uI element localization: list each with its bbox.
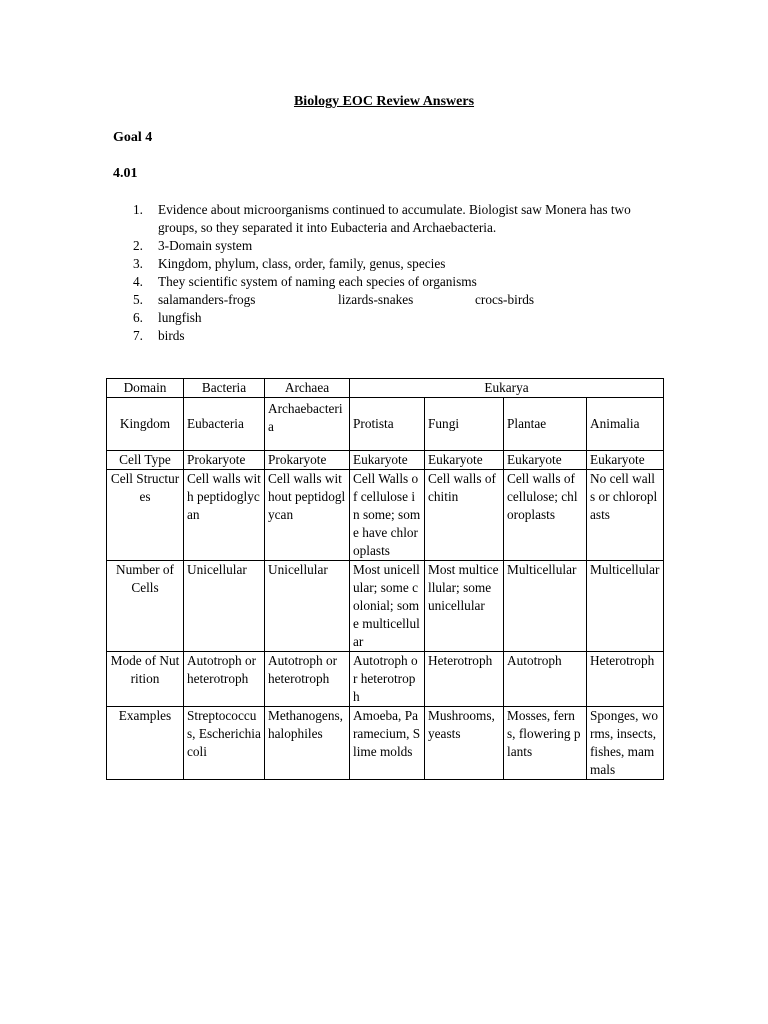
table-row	[107, 652, 664, 707]
answer-item	[113, 291, 673, 309]
table-cell: Unicellular	[265, 561, 350, 652]
table-row-domain	[107, 379, 664, 398]
document-title: Biology EOC Review Answers	[293, 94, 475, 109]
answers-list	[113, 201, 673, 345]
answer-pair: salamanders-frogs	[158, 292, 256, 307]
answer-item	[113, 237, 673, 255]
row-label: Cell Type	[107, 451, 184, 470]
table-cell: Autotroph	[504, 652, 587, 707]
table-cell: Archaebacteria	[265, 398, 350, 451]
table-cell: Eubacteria	[184, 398, 265, 451]
table-cell: Most unicellular; some colonial; some multicellular	[350, 561, 425, 652]
table-cell: Plantae	[504, 398, 587, 451]
row-label: Cell Structures	[107, 470, 184, 561]
answer-pair: crocs-birds	[475, 292, 535, 307]
goal-heading: Goal 4	[113, 130, 153, 145]
table-cell: Cell Walls of cellulose in some; some have chloroplasts	[350, 470, 425, 561]
classification-table	[106, 378, 664, 780]
row-label: Mode of Nutrition	[107, 652, 184, 707]
domain-bacteria: Bacteria	[184, 379, 265, 398]
table-cell: Fungi	[425, 398, 504, 451]
domain-archaea: Archaea	[265, 379, 350, 398]
table-cell: Sponges, worms, insects, fishes, mammals	[587, 707, 664, 780]
row-label: Examples	[107, 707, 184, 780]
table-cell: Heterotroph	[587, 652, 664, 707]
table-cell: Cell walls of chitin	[425, 470, 504, 561]
answer-number: 2.	[133, 238, 143, 253]
answer-text: They scientific system of naming each species of organisms	[158, 274, 477, 289]
table-cell: Multicellular	[504, 561, 587, 652]
table-cell: Unicellular	[184, 561, 265, 652]
answer-number: 4.	[133, 274, 143, 289]
domain-eukarya: Eukarya	[350, 379, 664, 398]
answer-number: 3.	[133, 256, 143, 271]
table-cell: Prokaryote	[265, 451, 350, 470]
table-cell: Streptococcus, Escherichia coli	[184, 707, 265, 780]
table-cell: Protista	[350, 398, 425, 451]
table-row	[107, 561, 664, 652]
table-cell: Cell walls without peptidoglycan	[265, 470, 350, 561]
row-label: Number of Cells	[107, 561, 184, 652]
answer-item	[113, 327, 673, 345]
answer-item	[113, 273, 673, 291]
table-cell: Multicellular	[587, 561, 664, 652]
answer-item	[113, 201, 673, 237]
answer-text: Kingdom, phylum, class, order, family, genus, species	[158, 256, 446, 271]
answer-text: lungfish	[158, 310, 202, 325]
table-cell: Autotroph or heterotroph	[184, 652, 265, 707]
table-cell: Methanogens, halophiles	[265, 707, 350, 780]
table-cell: Amoeba, Paramecium, Slime molds	[350, 707, 425, 780]
table-cell: No cell walls or chloroplasts	[587, 470, 664, 561]
table-row	[107, 470, 664, 561]
table-cell: Mosses, ferns, flowering plants	[504, 707, 587, 780]
table-cell: Autotroph or heterotroph	[265, 652, 350, 707]
table-cell: Cell walls with peptidoglycan	[184, 470, 265, 561]
table-cell: Animalia	[587, 398, 664, 451]
table-cell: Mushrooms, yeasts	[425, 707, 504, 780]
table-cell: Heterotroph	[425, 652, 504, 707]
answer-text: 3-Domain system	[158, 238, 253, 253]
table-cell: Eukaryote	[587, 451, 664, 470]
table-cell: Autotroph or heterotroph	[350, 652, 425, 707]
table-cell: Prokaryote	[184, 451, 265, 470]
table-cell: Eukaryote	[350, 451, 425, 470]
table-row	[107, 707, 664, 780]
answer-pairs	[158, 291, 673, 309]
answer-text: Evidence about microorganisms continued to accumulate. Biologist saw Monera has two groups, so they separated it into Eubacteria and Archaebacteria.	[158, 202, 631, 235]
answer-number: 7.	[133, 328, 143, 343]
answer-item	[113, 309, 673, 327]
answer-number: 5.	[133, 292, 143, 307]
answer-item	[113, 255, 673, 273]
table-row	[107, 451, 664, 470]
table-cell: Most multicellular; some unicellular	[425, 561, 504, 652]
answer-number: 6.	[133, 310, 143, 325]
answer-pair: lizards-snakes	[338, 292, 414, 307]
answer-text: birds	[158, 328, 185, 343]
section-heading: 4.01	[113, 166, 138, 181]
table-cell: Eukaryote	[504, 451, 587, 470]
table-cell: Cell walls of cellulose; chloroplasts	[504, 470, 587, 561]
row-label-domain: Domain	[107, 379, 184, 398]
row-label-kingdom: Kingdom	[107, 398, 184, 451]
answer-number: 1.	[133, 202, 143, 217]
table-cell: Eukaryote	[425, 451, 504, 470]
table-row-kingdom	[107, 398, 664, 451]
